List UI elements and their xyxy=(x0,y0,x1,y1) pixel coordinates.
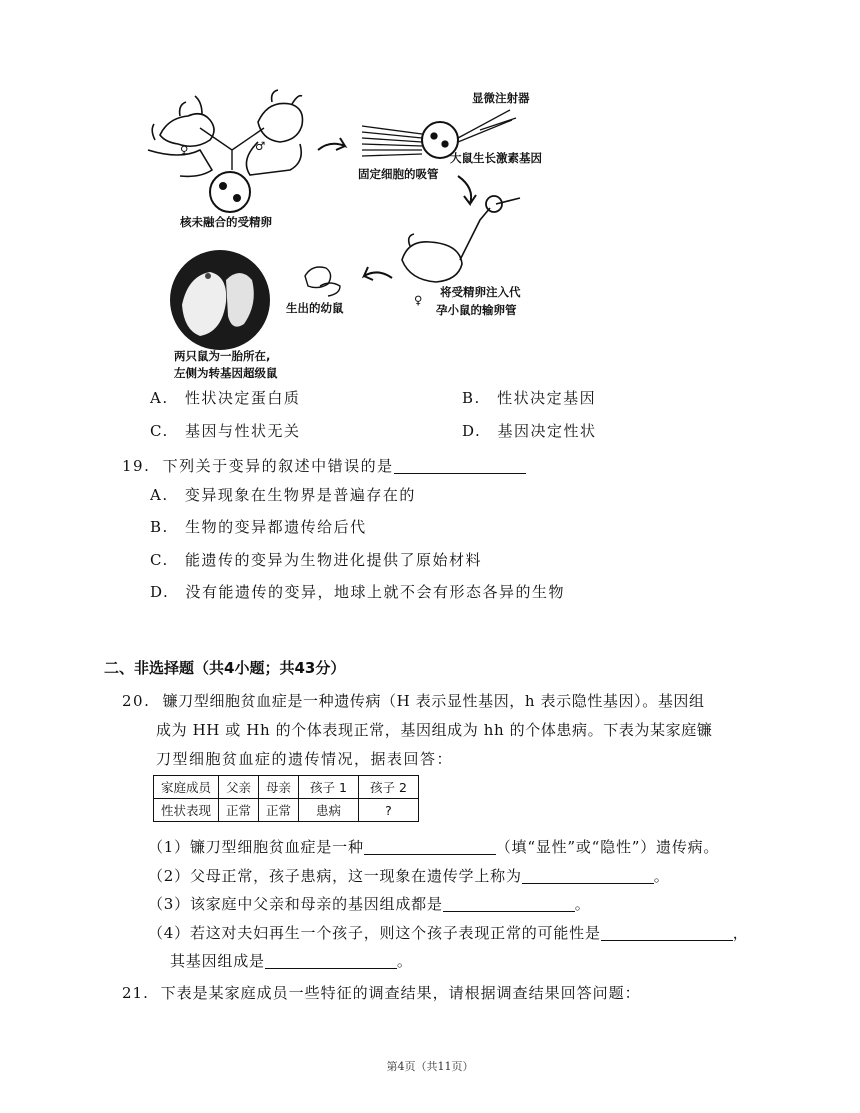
question-number: 20. xyxy=(122,692,151,710)
table-cell: 家庭成员 xyxy=(154,776,219,799)
female-symbol: ♀ xyxy=(414,293,423,307)
option-letter: B. xyxy=(150,518,169,536)
egg-label: 核未融合的受精卵 xyxy=(180,215,272,229)
baby-mice-drawing xyxy=(305,267,340,296)
fertilized-egg xyxy=(210,172,250,212)
rat-gene-label: 大鼠生长激素基因 xyxy=(450,151,542,165)
option-text: 生物的变异都遗传给后代 xyxy=(185,518,367,536)
option-text: 没有能遗传的变异，地球上就不会有形态各异的生物 xyxy=(185,583,566,601)
answer-blank[interactable] xyxy=(601,924,733,941)
q19-option-a[interactable] xyxy=(150,484,416,505)
q20-sub-3: （3）该家庭中父亲和母亲的基因组成都是 。 xyxy=(148,895,591,913)
question-number: 21. xyxy=(122,984,149,1002)
q19-option-d[interactable] xyxy=(150,581,565,602)
table-cell: 孩子 1 xyxy=(299,776,359,799)
option-letter: A. xyxy=(150,389,169,407)
option-text: 能遗传的变异为生物进化提供了原始材料 xyxy=(185,551,483,569)
option-text: 基因决定性状 xyxy=(497,422,597,440)
q18-option-a[interactable] xyxy=(150,387,300,408)
question-text: 下列关于变异的叙述中错误的是 xyxy=(162,457,394,475)
q20-line-1 xyxy=(122,690,705,711)
q20-line-3: 刀型细胞贫血症的遗传情况，据表回答： xyxy=(156,750,454,768)
arrow-icon xyxy=(364,267,392,280)
table-cell: 正常 xyxy=(219,799,259,822)
q20-sub-1: （1）镰刀型细胞贫血症是一种 （填“显性”或“隐性”）遗传病。 xyxy=(148,838,720,856)
question-text: 下表是某家庭成员一些特征的调查结果，请根据调查结果回答问题： xyxy=(160,984,641,1002)
q19-option-b[interactable] xyxy=(150,516,367,537)
table-header-row xyxy=(154,776,419,799)
section-title: 二、非选择题（共4小题；共43分） xyxy=(104,659,346,677)
option-text: 变异现象在生物界是普遍存在的 xyxy=(184,486,416,504)
q20-sub-4-cont: 其基因组成是 。 xyxy=(170,952,413,970)
family-table xyxy=(153,775,419,822)
answer-blank[interactable] xyxy=(443,895,575,912)
answer-blank[interactable] xyxy=(522,867,654,884)
question-text: 镰刀型细胞贫血症是一种遗传病（H 表示显性基因，h 表示隐性基因）。基因组 xyxy=(162,692,705,710)
female-symbol: ♀ xyxy=(180,143,189,157)
q20-sub-4: （4）若这对夫妇再生一个孩子，则这个孩子表现正常的可能性是 ， xyxy=(148,924,749,942)
table-cell: ? xyxy=(358,799,418,822)
option-letter: A. xyxy=(150,486,169,504)
table-cell: 孩子 2 xyxy=(358,776,418,799)
option-text: 性状决定蛋白质 xyxy=(184,389,301,407)
surrogate-mouse-drawing xyxy=(402,196,520,282)
page-number: 第4页（共11页） xyxy=(386,1060,474,1073)
male-mouse-drawing xyxy=(246,90,302,175)
option-letter: D. xyxy=(462,422,482,440)
answer-blank[interactable] xyxy=(364,838,496,855)
table-cell: 性状表现 xyxy=(154,799,219,822)
super-mouse-photo xyxy=(170,250,270,350)
table-cell: 患病 xyxy=(299,799,359,822)
pipette-label: 固定细胞的吸管 xyxy=(358,167,439,181)
option-letter: C. xyxy=(150,422,169,440)
answer-blank[interactable] xyxy=(394,457,526,474)
caption-line-1: 两只鼠为一胎所在, xyxy=(174,349,271,363)
offspring-label: 生出的幼鼠 xyxy=(286,301,344,315)
option-text: 性状决定基因 xyxy=(497,389,597,407)
option-letter: C. xyxy=(150,551,169,569)
caption-line-2: 左侧为转基因超级鼠 xyxy=(174,366,278,380)
arrow-icon xyxy=(318,138,345,150)
q19-stem xyxy=(122,455,526,476)
answer-blank[interactable] xyxy=(265,952,397,969)
table-cell: 父亲 xyxy=(219,776,259,799)
question-number: 19. xyxy=(122,457,151,475)
q18-option-c[interactable] xyxy=(150,420,301,441)
q18-option-b[interactable] xyxy=(462,387,596,408)
option-letter: D. xyxy=(150,583,170,601)
transgenic-mouse-figure xyxy=(140,80,570,380)
table-cell: 母亲 xyxy=(259,776,299,799)
table-row xyxy=(154,799,419,822)
q20-line-2: 成为 HH 或 Hh 的个体表现正常，基因组成为 hh 的个体患病。下表为某家庭镰 xyxy=(156,721,713,739)
female-mouse-drawing xyxy=(148,96,214,176)
q19-option-c[interactable] xyxy=(150,549,482,570)
inject-label-2: 孕小鼠的输卵管 xyxy=(436,303,517,317)
q20-sub-2: （2）父母正常，孩子患病，这一现象在遗传学上称为 。 xyxy=(148,867,670,885)
male-symbol: ♂ xyxy=(255,139,266,153)
q18-option-d[interactable] xyxy=(462,420,597,441)
q21-stem xyxy=(122,982,641,1003)
microinjector-label: 显微注射器 xyxy=(472,91,530,105)
option-text: 基因与性状无关 xyxy=(185,422,301,440)
table-cell: 正常 xyxy=(259,799,299,822)
option-letter: B. xyxy=(462,389,481,407)
inject-label: 将受精卵注入代 xyxy=(440,285,521,299)
arrow-icon xyxy=(458,176,476,204)
